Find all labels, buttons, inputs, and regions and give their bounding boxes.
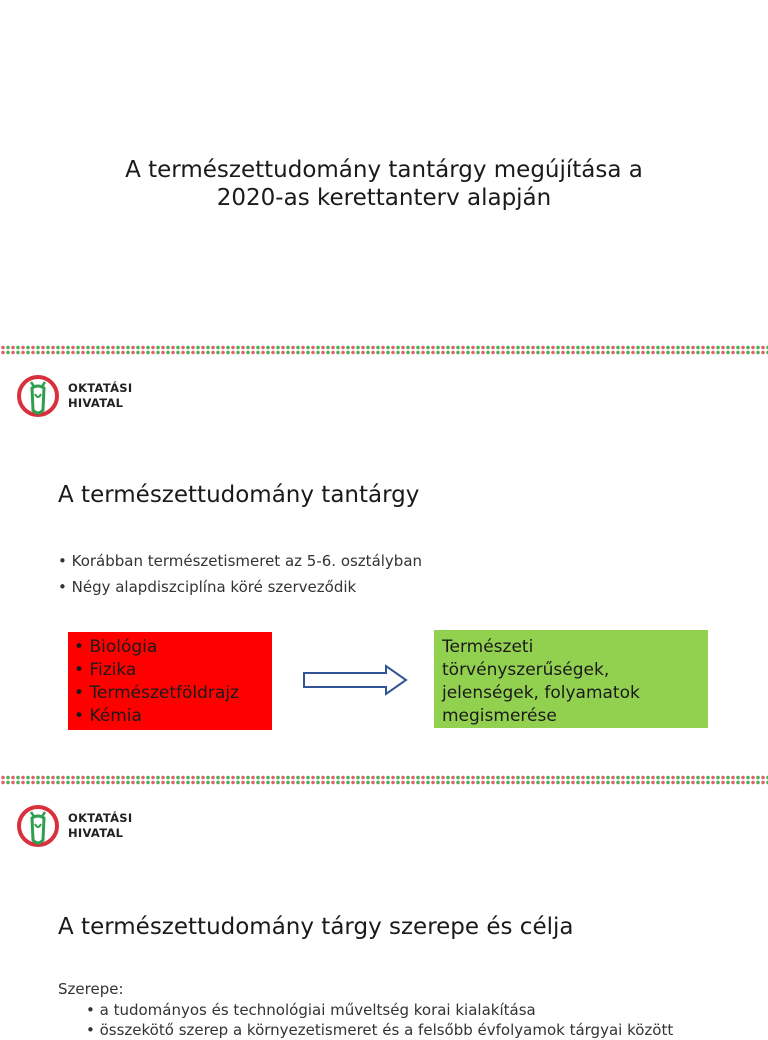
logo-wordmark bbox=[68, 811, 132, 841]
discipline-item: • Kémia bbox=[74, 705, 272, 728]
discipline-item: • Biológia bbox=[74, 636, 272, 659]
discipline-item: • Fizika bbox=[74, 659, 272, 682]
bullet-item: • Négy alapdiszciplína köré szerveződik bbox=[58, 574, 422, 600]
title-line-2: 2020-as kerettanterv alapján bbox=[216, 185, 552, 211]
slide-2 bbox=[0, 360, 768, 770]
oktatasi-hivatal-logo bbox=[16, 372, 132, 420]
logo-line-1: OKTATÁSI bbox=[68, 381, 133, 395]
logo-line-1: OKTATÁSI bbox=[68, 811, 133, 825]
bullet-item: • a tudományos és technológiai műveltség korai kialakítása bbox=[86, 1000, 673, 1020]
role-bullet-list bbox=[86, 1000, 673, 1040]
outcome-line: Természeti bbox=[442, 637, 534, 657]
bullet-item: • Korábban természetismeret az 5-6. osztályban bbox=[58, 548, 422, 574]
logo-line-2: HIVATAL bbox=[68, 826, 124, 840]
outcome-line: megismerése bbox=[442, 706, 557, 726]
outcome-box bbox=[434, 630, 708, 728]
owl-logo-icon bbox=[16, 802, 60, 850]
slide-2-bullet-list bbox=[58, 548, 422, 600]
slide-separator bbox=[0, 340, 768, 360]
right-arrow-icon bbox=[302, 664, 410, 696]
slide-1-title bbox=[0, 156, 768, 212]
role-label: Szerepe: bbox=[58, 980, 124, 998]
title-line-1: A természettudomány tantárgy megújítása a bbox=[125, 157, 643, 183]
discipline-item: • Természetföldrajz bbox=[74, 682, 272, 705]
slide-2-heading: A természettudomány tantárgy bbox=[58, 482, 420, 508]
bullet-item: • összekötő szerep a környezetismeret és a felsőbb évfolyamok tárgyai között bbox=[86, 1020, 673, 1040]
slide-3 bbox=[0, 790, 768, 1039]
oktatasi-hivatal-logo bbox=[16, 802, 132, 850]
slide-3-heading: A természettudomány tárgy szerepe és célja bbox=[58, 914, 574, 940]
logo-line-2: HIVATAL bbox=[68, 396, 124, 410]
slide-1 bbox=[0, 0, 768, 340]
owl-logo-icon bbox=[16, 372, 60, 420]
logo-wordmark bbox=[68, 381, 132, 411]
slide-separator bbox=[0, 770, 768, 790]
outcome-line: jelenségek, folyamatok bbox=[442, 683, 640, 703]
outcome-line: törvényszerűségek, bbox=[442, 660, 610, 680]
disciplines-box bbox=[68, 632, 272, 730]
